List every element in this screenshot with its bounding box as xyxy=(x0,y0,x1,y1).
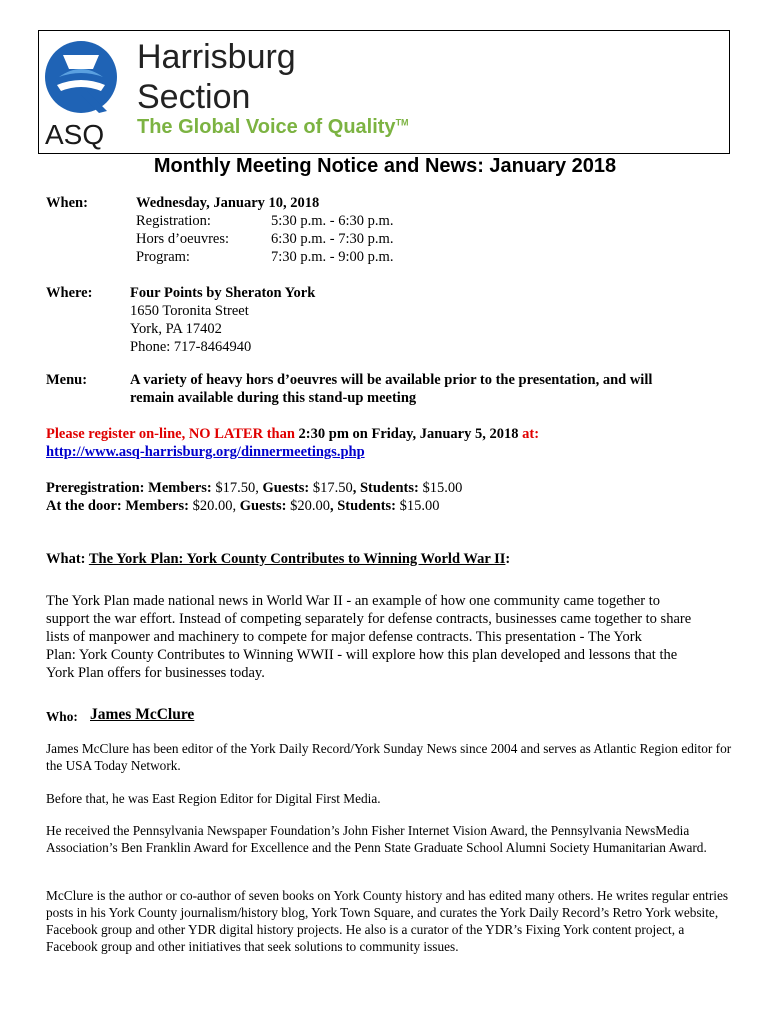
bio-paragraph: Before that, he was East Region Editor for Digital First Media. xyxy=(46,791,381,806)
who-label: Who: xyxy=(46,709,78,724)
where-label: Where: xyxy=(46,285,93,301)
schedule-row: Program: 7:30 p.m. - 9:00 p.m. xyxy=(136,249,394,265)
door-pricing: At the door: Members: $20.00, Guests: $20.00, Students: $15.00 xyxy=(46,498,440,514)
bio-paragraph: McClure is the author or co-author of seven books on York County history and has edited many others. He writes regular entries posts in his York County journalism/history blog, York Town Square, and curates the York Daily Record’s Retro York website, Facebook group and other YDR digital history projects. He also is a curator of the YDR’s Fixing York content project, a Facebook group and other initiatives that seek solutions to community issues. xyxy=(46,888,729,954)
bio-paragraph: He received the Pennsylvania Newspaper Foundation’s John Fisher Internet Vision Award, the Pennsylvania NewsMedia Association’s Ben Franklin Award for Excellence and the Penn State Graduate School Alumni Society Humanitarian Award. xyxy=(46,823,707,855)
pricing xyxy=(46,479,736,515)
speaker-name: James McClure xyxy=(90,706,195,723)
venue-street: 1650 Toronita Street xyxy=(130,303,249,319)
section-name: Harrisburg Section xyxy=(137,38,296,116)
menu-text: A variety of heavy hors d’oeuvres will be available prior to the presentation, and will remain available during this stand-up meeting xyxy=(130,372,653,406)
prereg-pricing: Preregistration: Members: $17.50, Guests: $17.50, Students: $15.00 xyxy=(46,480,463,496)
page-title: Monthly Meeting Notice and News: January 2018 xyxy=(153,155,617,177)
header-banner xyxy=(38,30,730,154)
asq-logo-text: ASQ xyxy=(45,119,105,150)
where-details xyxy=(130,284,530,356)
venue-phone: Phone: 717-8464940 xyxy=(130,339,252,355)
register-link[interactable]: http://www.asq-harrisburg.org/dinnermeetings.php xyxy=(46,444,365,460)
menu-label: Menu: xyxy=(46,372,88,388)
when-label: When: xyxy=(46,195,88,211)
topic-title: The York Plan: York County Contributes to Winning World War II xyxy=(88,551,506,567)
schedule-row: Registration: 5:30 p.m. - 6:30 p.m. xyxy=(136,213,394,229)
schedule-row: Hors d’oeuvres: 6:30 p.m. - 7:30 p.m. xyxy=(136,231,394,247)
bio-paragraph: James McClure has been editor of the York Daily Record/York Sunday News since 2004 and serves as Atlantic Region editor for the USA Today Network. xyxy=(46,741,732,773)
event-date: Wednesday, January 10, 2018 xyxy=(136,195,320,211)
tagline: The Global Voice of Quality™ xyxy=(137,116,409,138)
when-details xyxy=(136,194,556,266)
description: The York Plan made national news in World War II - an example of how one community came together to support the war effort. Instead of competing separately for defense contracts, businesses came together to share lists of manpower and machinery to compete for major defense contracts. This presentation - The York Plan: York County Contributes to Winning WWII - will explore how this plan developed and lessons that the York Plan offers for businesses today. xyxy=(46,593,692,681)
what-heading: What: The York Plan: York County Contributes to Winning World War II: xyxy=(46,551,511,567)
venue-city: York, PA 17402 xyxy=(130,321,222,337)
register-notice: Please register on-line, NO LATER than 2:30 pm on Friday, January 5, 2018 at: http://www.asq-harrisburg.org/dinnermeetings.php xyxy=(46,425,736,461)
venue-name: Four Points by Sheraton York xyxy=(130,285,316,301)
asq-q-logo-icon xyxy=(43,39,119,115)
